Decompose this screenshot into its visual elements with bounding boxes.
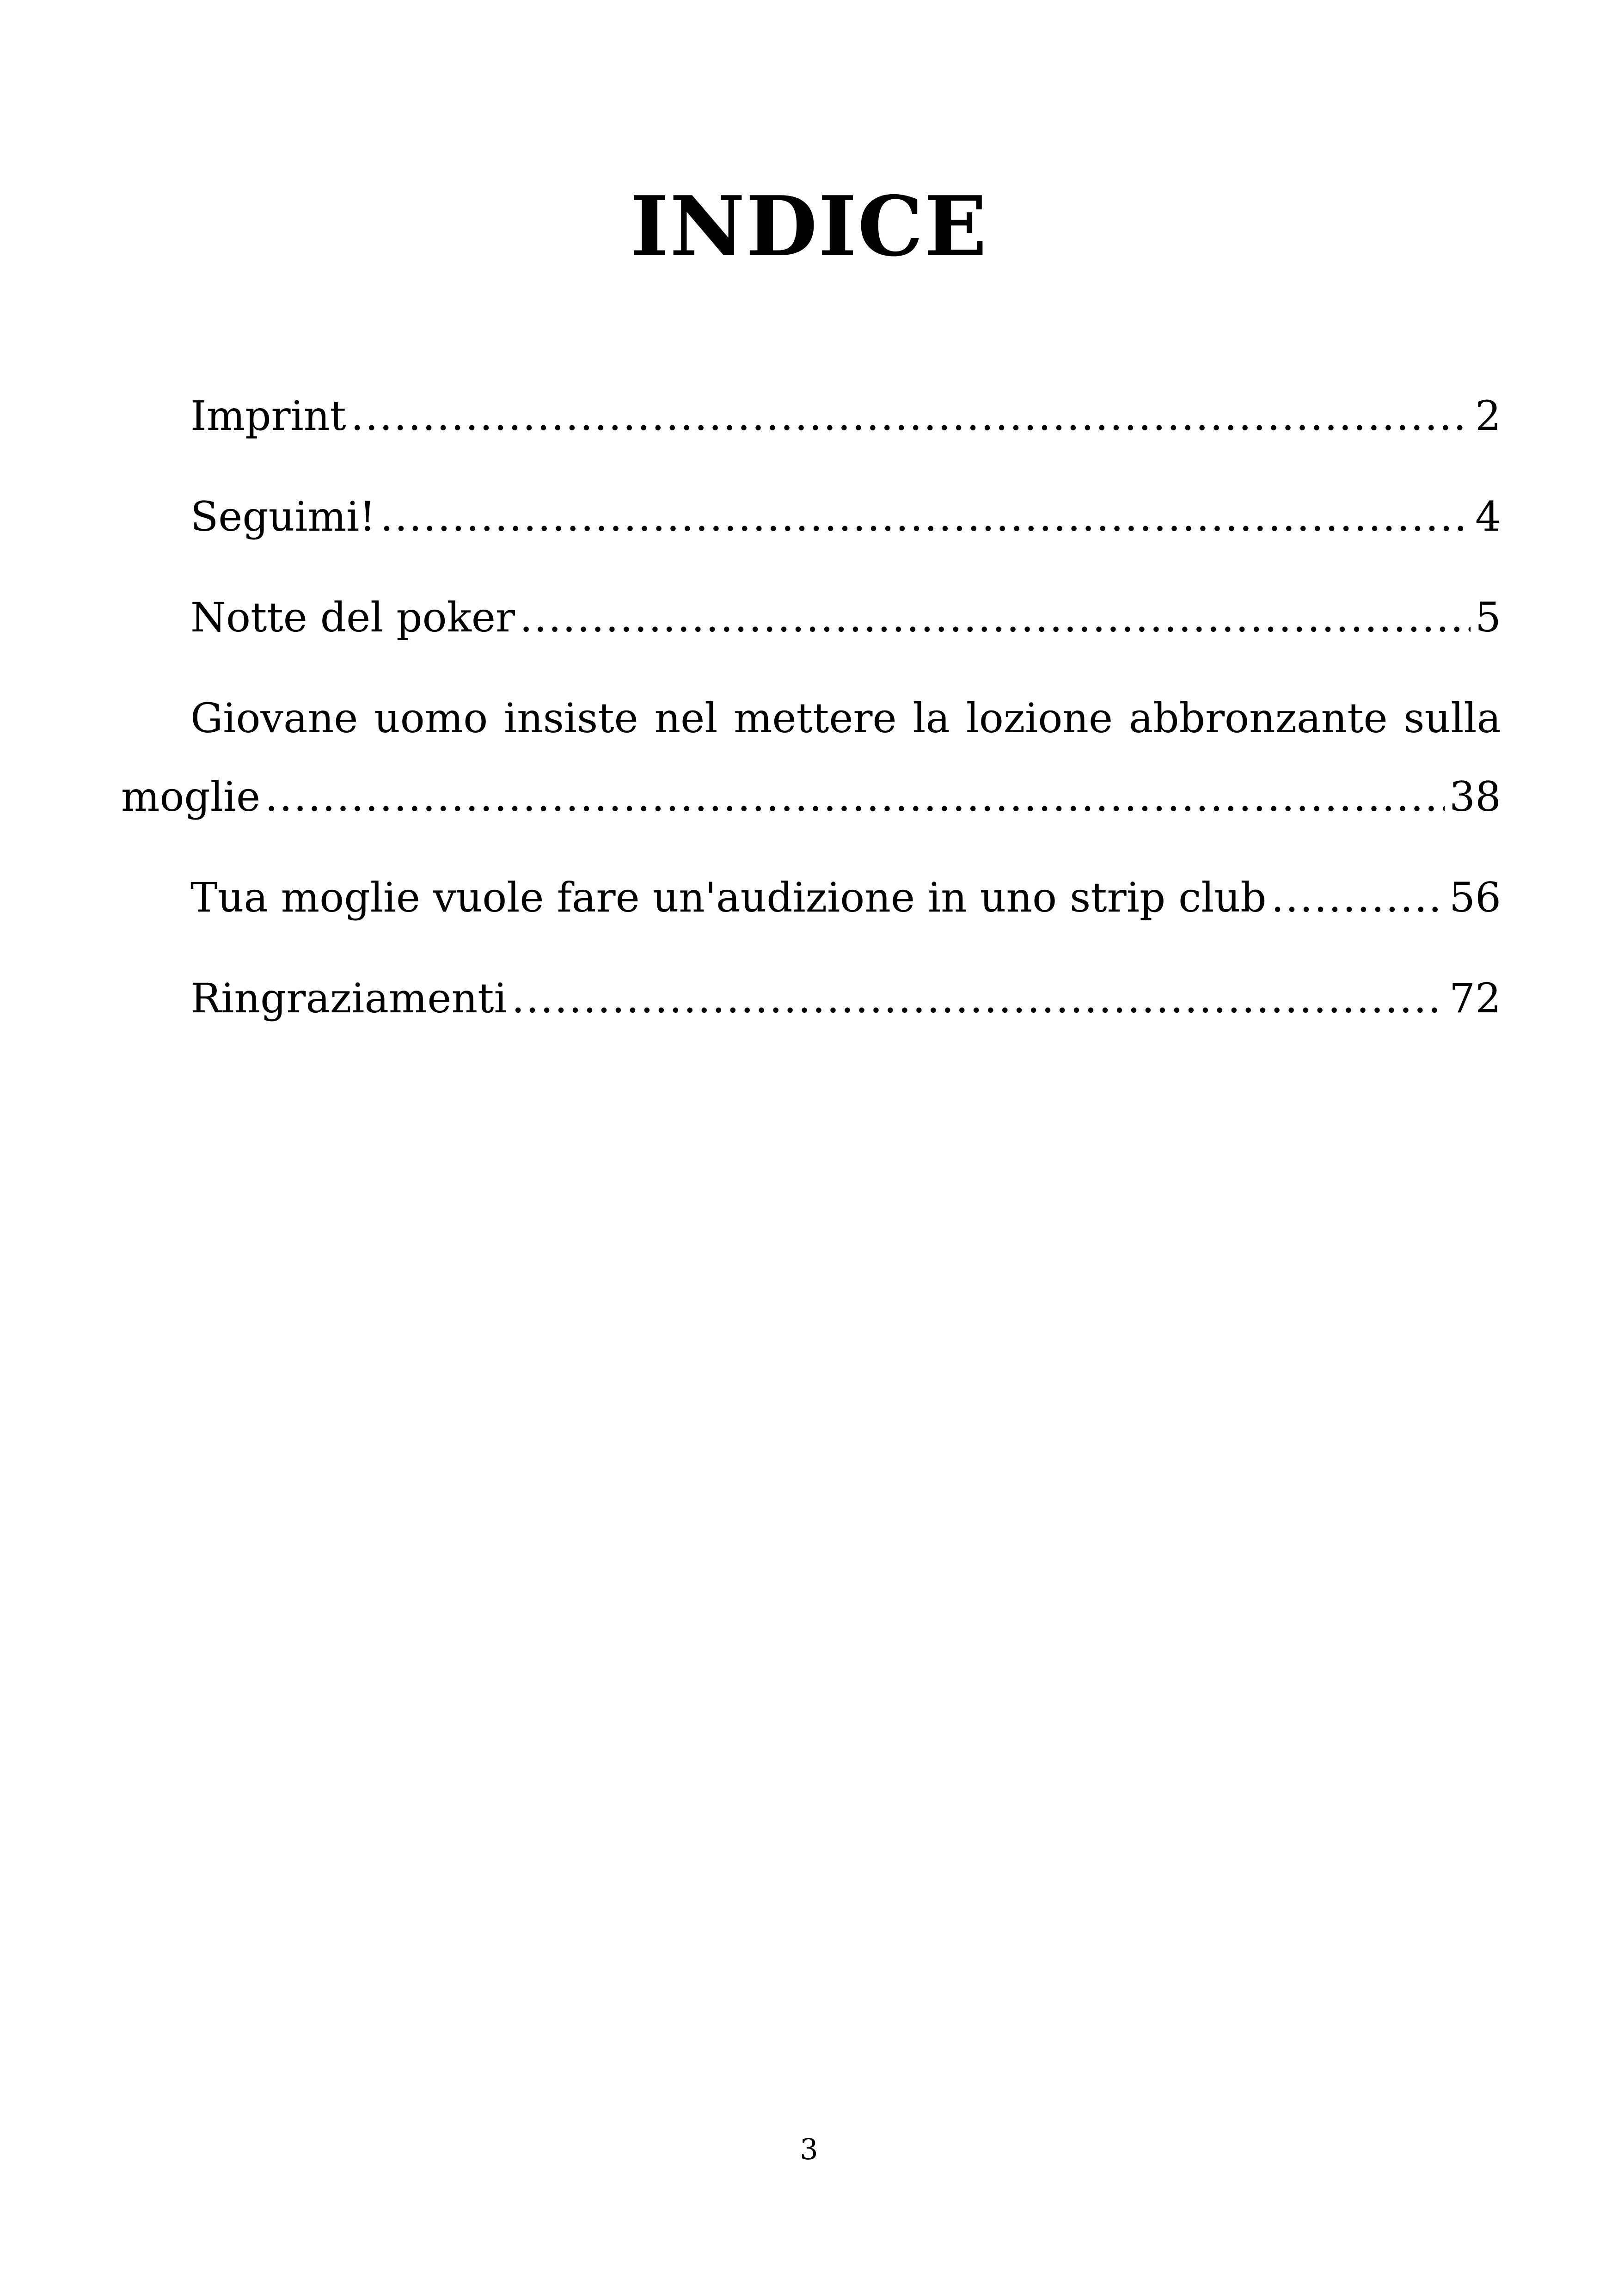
toc-entry-title: Ringraziamenti: [190, 974, 507, 1022]
toc-entry-giovane-uomo[interactable]: [121, 691, 1501, 825]
toc-entry-page: 4: [1475, 493, 1501, 540]
toc-entry-page: 38: [1449, 773, 1501, 820]
toc-entry-title-word: nel: [654, 694, 718, 742]
page-title: INDICE: [630, 178, 988, 275]
toc-entry-title: Imprint: [190, 392, 346, 440]
toc-entry-title-word: uomo: [374, 694, 488, 742]
toc-entry-title: Seguimi!: [190, 493, 376, 540]
toc-entry-page: 2: [1475, 392, 1501, 440]
toc-entry-title-continuation: moglie: [121, 773, 261, 820]
toc-entry-title-word: Giovane: [190, 694, 358, 742]
dot-leader: [265, 769, 1445, 825]
dot-leader: [512, 971, 1445, 1026]
toc-entry-title-word: lozione: [966, 694, 1113, 742]
toc-entry-title-word: sulla: [1403, 694, 1501, 742]
toc-entry-title-first-line: [121, 691, 1501, 746]
toc-entry-title-word: insiste: [503, 694, 638, 742]
toc-entry-tua-moglie[interactable]: [121, 870, 1501, 925]
toc-entry-imprint[interactable]: [121, 388, 1501, 444]
toc-entry-page: 56: [1449, 874, 1501, 921]
dot-leader: [1271, 870, 1445, 925]
page-number: 3: [800, 2132, 818, 2166]
dot-leader: [351, 388, 1471, 444]
dot-leader: [380, 489, 1471, 545]
toc-entry-page: 72: [1449, 974, 1501, 1022]
toc-entry-page: 5: [1475, 594, 1501, 641]
toc-entry-title-word: abbronzante: [1128, 694, 1388, 742]
toc-entry-title: Tua moglie vuole fare un'audizione in uno strip club: [190, 874, 1267, 921]
toc-entry-title-word: la: [913, 694, 950, 742]
toc-entry-title: Notte del poker: [190, 594, 515, 641]
toc-entry-seguimi[interactable]: [121, 489, 1501, 545]
dot-leader: [520, 590, 1471, 645]
toc-entry-ringraziamenti[interactable]: [121, 971, 1501, 1026]
table-of-contents: [121, 388, 1501, 1071]
toc-entry-notte-del-poker[interactable]: [121, 590, 1501, 645]
toc-entry-title-word: mettere: [734, 694, 897, 742]
